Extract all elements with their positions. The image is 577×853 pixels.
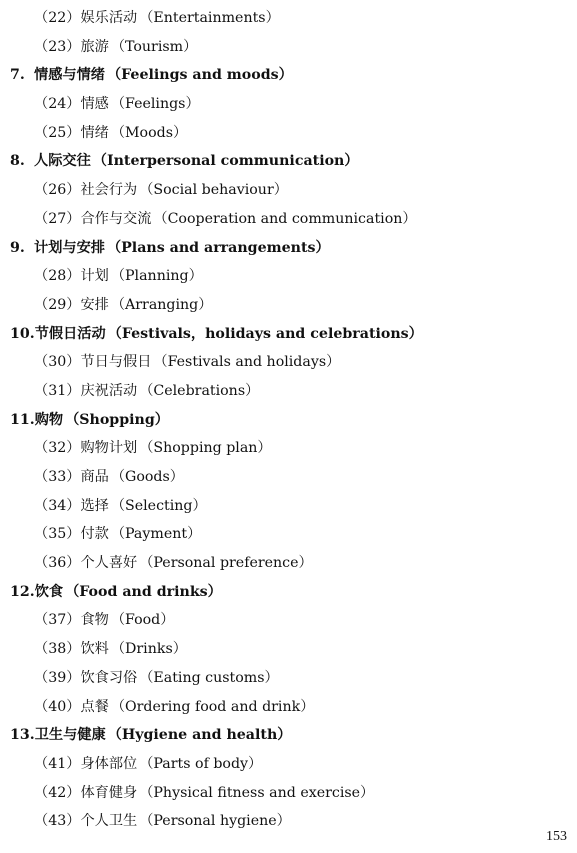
english-label: （Parts of body） <box>139 755 263 772</box>
english-label: （Physical fitness and exercise） <box>139 784 375 801</box>
chinese-label: 点餐 <box>80 698 109 715</box>
english-label: （Arranging） <box>110 296 213 313</box>
item-number: （38） <box>34 641 81 658</box>
english-label: （Ordering food and drink） <box>110 698 315 715</box>
section-heading <box>0 578 577 607</box>
chinese-label: 选择 <box>80 497 109 514</box>
list-item <box>0 262 577 291</box>
list-item <box>0 492 577 521</box>
section-heading <box>0 721 577 750</box>
chinese-label: 食物 <box>80 612 109 629</box>
english-label: （Festivals，holidays and celebrations） <box>107 325 423 342</box>
english-label: （Shopping plan） <box>139 440 272 457</box>
list-item <box>0 693 577 722</box>
item-number: （41） <box>34 755 81 772</box>
section-heading <box>0 320 577 349</box>
item-number: （31） <box>34 382 81 399</box>
chinese-label: 购物计划 <box>80 440 138 457</box>
chinese-label: 安排 <box>80 296 109 313</box>
list-item <box>0 119 577 148</box>
chinese-label: 身体部位 <box>80 755 138 772</box>
english-label: （Eating customs） <box>139 669 279 686</box>
chinese-label: 庆祝活动 <box>80 382 138 399</box>
english-label: （Tourism） <box>110 38 198 55</box>
english-label: （Planning） <box>110 268 203 285</box>
item-number: （27） <box>34 210 81 227</box>
chinese-label: 商品 <box>80 469 109 485</box>
chinese-label: 饮食 <box>34 583 64 600</box>
english-label: （Interpersonal communication） <box>92 153 359 170</box>
section-number: 11. <box>10 411 35 428</box>
chinese-label: 情绪 <box>80 124 109 141</box>
item-number: （40） <box>34 698 81 715</box>
item-number: （30） <box>34 354 81 371</box>
section-heading <box>0 61 577 90</box>
chinese-label: 计划与安排 <box>34 239 105 256</box>
english-label: （Goods） <box>110 469 184 485</box>
english-label: （Feelings and moods） <box>106 67 293 84</box>
item-number: （43） <box>34 813 81 830</box>
chinese-label: 个人喜好 <box>80 555 138 572</box>
item-number: （22） <box>34 10 81 26</box>
chinese-label: 人际交往 <box>34 153 91 170</box>
english-label: （Plans and arrangements） <box>106 239 330 256</box>
list-item <box>0 434 577 463</box>
chinese-label: 旅游 <box>80 38 109 55</box>
chinese-label: 计划 <box>80 268 109 285</box>
list-item <box>0 779 577 808</box>
item-number: （29） <box>34 296 81 313</box>
item-number: （37） <box>34 612 81 629</box>
item-number: （24） <box>34 96 81 113</box>
list-item <box>0 549 577 578</box>
list-item <box>0 90 577 119</box>
section-number: 13. <box>10 727 35 744</box>
english-label: （Social behaviour） <box>139 182 288 199</box>
chinese-label: 体育健身 <box>80 784 138 801</box>
chinese-label: 购物 <box>34 411 64 428</box>
english-label: （Personal preference） <box>139 555 313 572</box>
english-label: （Moods） <box>110 124 188 141</box>
list-item <box>0 807 577 836</box>
section-heading <box>0 406 577 435</box>
english-label: （Feelings） <box>110 96 200 113</box>
english-label: （Celebrations） <box>139 382 260 399</box>
item-number: （34） <box>34 497 81 514</box>
english-label: （Cooperation and communication） <box>153 210 417 227</box>
list-item <box>0 205 577 234</box>
english-label: （Festivals and holidays） <box>153 354 341 371</box>
section-number: 9. <box>10 239 25 256</box>
chinese-label: 付款 <box>80 526 109 543</box>
chinese-label: 饮食习俗 <box>80 669 138 686</box>
list-item <box>0 664 577 693</box>
english-label: （Shopping） <box>65 411 169 428</box>
chinese-label: 节日与假日 <box>80 354 152 371</box>
english-label: （Drinks） <box>110 641 187 658</box>
section-number: 7. <box>10 67 25 84</box>
list-item <box>0 377 577 406</box>
english-label: （Entertainments） <box>139 10 280 26</box>
english-label: （Food and drinks） <box>65 583 222 600</box>
chinese-label: 娱乐活动 <box>80 10 138 26</box>
section-heading <box>0 234 577 263</box>
section-number: 8. <box>10 153 25 170</box>
list-item <box>0 4 577 33</box>
chinese-label: 情感与情绪 <box>34 67 105 84</box>
item-number: （36） <box>34 555 81 572</box>
english-label: （Personal hygiene） <box>139 813 291 830</box>
page-number: 153 <box>546 829 567 844</box>
section-number: 10. <box>10 325 35 342</box>
chinese-label: 个人卫生 <box>80 813 138 830</box>
item-number: （33） <box>34 469 81 485</box>
list-item <box>0 635 577 664</box>
list-item <box>0 606 577 635</box>
chinese-label: 节假日活动 <box>34 325 106 342</box>
chinese-label: 情感 <box>80 96 109 113</box>
chinese-label: 合作与交流 <box>80 210 152 227</box>
list-item <box>0 176 577 205</box>
item-number: （35） <box>34 526 81 543</box>
chinese-label: 卫生与健康 <box>34 727 106 744</box>
chinese-label: 饮料 <box>80 641 109 658</box>
english-label: （Hygiene and health） <box>107 727 292 744</box>
item-number: （42） <box>34 784 81 801</box>
list-item <box>0 463 577 492</box>
item-number: （32） <box>34 440 81 457</box>
section-number: 12. <box>10 583 35 600</box>
list-item <box>0 33 577 62</box>
list-item <box>0 348 577 377</box>
english-label: （Selecting） <box>110 497 207 514</box>
english-label: （Payment） <box>110 526 202 543</box>
english-label: （Food） <box>110 612 175 629</box>
item-number: （39） <box>34 669 81 686</box>
item-number: （28） <box>34 268 81 285</box>
topic-list <box>0 4 577 836</box>
item-number: （26） <box>34 182 81 199</box>
list-item <box>0 520 577 549</box>
chinese-label: 社会行为 <box>80 182 138 199</box>
section-heading <box>0 147 577 176</box>
item-number: （25） <box>34 124 81 141</box>
list-item <box>0 750 577 779</box>
list-item <box>0 291 577 320</box>
item-number: （23） <box>34 38 81 55</box>
